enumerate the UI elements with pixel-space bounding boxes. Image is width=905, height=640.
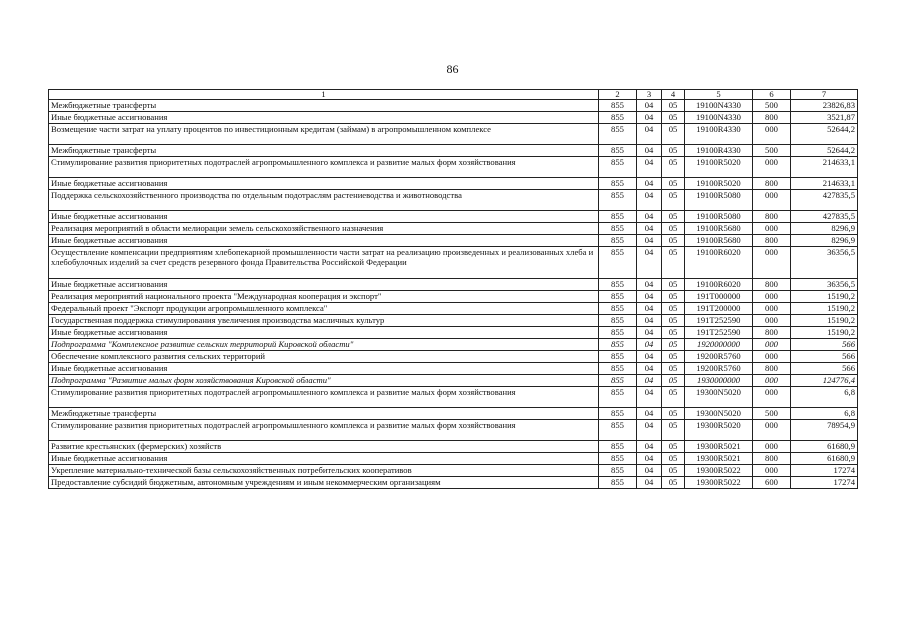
section-code-cell: 04 — [637, 279, 662, 291]
grbs-code-cell: 855 — [599, 351, 637, 363]
amount-cell: 8296,9 — [791, 235, 858, 247]
row-name-cell: Стимулирование развития приоритетных подотраслей агропромышленного комплекса и развитие малых форм хозяйствования — [49, 420, 599, 441]
amount-cell: 15190,2 — [791, 315, 858, 327]
row-name-cell: Осуществление компенсации предприятиям хлебопекарной промышленности части затрат на реализацию произведенных и реализованных хлеба и хлебобулочных изделий за счет средств резервного фонда Правительства Российской Федерации — [49, 247, 599, 279]
table-row — [49, 363, 858, 375]
target-article-cell: 19100R5020 — [685, 178, 753, 190]
row-name-cell: Иные бюджетные ассигнования — [49, 453, 599, 465]
section-code-cell: 04 — [637, 235, 662, 247]
section-code-cell: 04 — [637, 178, 662, 190]
row-name-cell: Иные бюджетные ассигнования — [49, 178, 599, 190]
table-row — [49, 190, 858, 211]
section-code-cell: 04 — [637, 124, 662, 145]
amount-cell: 8296,9 — [791, 223, 858, 235]
row-name-cell: Иные бюджетные ассигнования — [49, 327, 599, 339]
target-article-cell: 19100R4330 — [685, 124, 753, 145]
amount-cell: 17274 — [791, 465, 858, 477]
target-article-cell: 19300N5020 — [685, 387, 753, 408]
amount-cell: 52644,2 — [791, 145, 858, 157]
grbs-code-cell: 855 — [599, 178, 637, 190]
amount-cell: 214633,1 — [791, 178, 858, 190]
subsection-code-cell: 05 — [662, 112, 685, 124]
subsection-code-cell: 05 — [662, 145, 685, 157]
expense-type-cell: 800 — [753, 178, 791, 190]
grbs-code-cell: 855 — [599, 247, 637, 279]
row-name-cell: Федеральный проект "Экспорт продукции агропромышленного комплекса" — [49, 303, 599, 315]
header-cell: 6 — [753, 90, 791, 100]
table-row — [49, 477, 858, 489]
section-code-cell: 04 — [637, 100, 662, 112]
header-cell: 4 — [662, 90, 685, 100]
expense-type-cell: 000 — [753, 420, 791, 441]
grbs-code-cell: 855 — [599, 223, 637, 235]
row-name-cell: Подпрограмма "Развитие малых форм хозяйствования Кировской области" — [49, 375, 599, 387]
row-name-cell: Поддержка сельскохозяйственного производства по отдельным подотраслям растениеводства и животноводства — [49, 190, 599, 211]
row-name-cell: Иные бюджетные ассигнования — [49, 235, 599, 247]
grbs-code-cell: 855 — [599, 375, 637, 387]
subsection-code-cell: 05 — [662, 315, 685, 327]
subsection-code-cell: 05 — [662, 223, 685, 235]
grbs-code-cell: 855 — [599, 124, 637, 145]
expense-type-cell: 800 — [753, 112, 791, 124]
expense-type-cell: 800 — [753, 327, 791, 339]
subsection-code-cell: 05 — [662, 178, 685, 190]
section-code-cell: 04 — [637, 408, 662, 420]
amount-cell: 566 — [791, 363, 858, 375]
expense-type-cell: 000 — [753, 124, 791, 145]
table-row — [49, 112, 858, 124]
grbs-code-cell: 855 — [599, 420, 637, 441]
row-name-cell: Предоставление субсидий бюджетным, автономным учреждениям и иным некоммерческим организациям — [49, 477, 599, 489]
subsection-code-cell: 05 — [662, 190, 685, 211]
subsection-code-cell: 05 — [662, 303, 685, 315]
target-article-cell: 191T252590 — [685, 327, 753, 339]
subsection-code-cell: 05 — [662, 363, 685, 375]
target-article-cell: 19300R5022 — [685, 477, 753, 489]
section-code-cell: 04 — [637, 339, 662, 351]
amount-cell: 214633,1 — [791, 157, 858, 178]
table-row — [49, 291, 858, 303]
grbs-code-cell: 855 — [599, 339, 637, 351]
expense-type-cell: 000 — [753, 465, 791, 477]
target-article-cell: 19100R6020 — [685, 247, 753, 279]
header-row — [49, 90, 858, 100]
amount-cell: 15190,2 — [791, 291, 858, 303]
section-code-cell: 04 — [637, 387, 662, 408]
header-cell: 2 — [599, 90, 637, 100]
table-row — [49, 453, 858, 465]
expense-type-cell: 800 — [753, 211, 791, 223]
subsection-code-cell: 05 — [662, 211, 685, 223]
amount-cell: 427835,5 — [791, 190, 858, 211]
target-article-cell: 19100R6020 — [685, 279, 753, 291]
target-article-cell: 191T200000 — [685, 303, 753, 315]
grbs-code-cell: 855 — [599, 211, 637, 223]
subsection-code-cell: 05 — [662, 351, 685, 363]
expense-type-cell: 000 — [753, 387, 791, 408]
amount-cell: 61680,9 — [791, 453, 858, 465]
row-name-cell: Реализация мероприятий в области мелиорации земель сельскохозяйственного назначения — [49, 223, 599, 235]
subsection-code-cell: 05 — [662, 441, 685, 453]
subsection-code-cell: 05 — [662, 291, 685, 303]
target-article-cell: 19200R5760 — [685, 351, 753, 363]
amount-cell: 61680,9 — [791, 441, 858, 453]
expense-type-cell: 800 — [753, 235, 791, 247]
subsection-code-cell: 05 — [662, 339, 685, 351]
subsection-code-cell: 05 — [662, 124, 685, 145]
section-code-cell: 04 — [637, 303, 662, 315]
row-name-cell: Межбюджетные трансферты — [49, 408, 599, 420]
amount-cell: 36356,5 — [791, 279, 858, 291]
row-name-cell: Обеспечение комплексного развития сельских территорий — [49, 351, 599, 363]
target-article-cell: 19300R5021 — [685, 453, 753, 465]
expense-type-cell: 500 — [753, 145, 791, 157]
target-article-cell: 191T000000 — [685, 291, 753, 303]
table-row — [49, 157, 858, 178]
target-article-cell: 19300N5020 — [685, 408, 753, 420]
section-code-cell: 04 — [637, 145, 662, 157]
table-row — [49, 247, 858, 279]
expense-type-cell: 000 — [753, 441, 791, 453]
table-row — [49, 408, 858, 420]
grbs-code-cell: 855 — [599, 100, 637, 112]
grbs-code-cell: 855 — [599, 190, 637, 211]
section-code-cell: 04 — [637, 465, 662, 477]
grbs-code-cell: 855 — [599, 291, 637, 303]
table-row — [49, 100, 858, 112]
grbs-code-cell: 855 — [599, 408, 637, 420]
row-name-cell: Иные бюджетные ассигнования — [49, 279, 599, 291]
subsection-code-cell: 05 — [662, 408, 685, 420]
row-name-cell: Развитие крестьянских (фермерских) хозяйств — [49, 441, 599, 453]
grbs-code-cell: 855 — [599, 387, 637, 408]
row-name-cell: Возмещение части затрат на уплату процентов по инвестиционным кредитам (займам) в агропромышленном комплексе — [49, 124, 599, 145]
table-row — [49, 178, 858, 190]
amount-cell: 15190,2 — [791, 303, 858, 315]
subsection-code-cell: 05 — [662, 327, 685, 339]
table-row — [49, 211, 858, 223]
subsection-code-cell: 05 — [662, 157, 685, 178]
subsection-code-cell: 05 — [662, 247, 685, 279]
amount-cell: 3521,87 — [791, 112, 858, 124]
target-article-cell: 19100R5680 — [685, 235, 753, 247]
target-article-cell: 19100R5680 — [685, 223, 753, 235]
row-name-cell: Иные бюджетные ассигнования — [49, 112, 599, 124]
table-row — [49, 315, 858, 327]
grbs-code-cell: 855 — [599, 363, 637, 375]
subsection-code-cell: 05 — [662, 375, 685, 387]
subsection-code-cell: 05 — [662, 465, 685, 477]
amount-cell: 23826,83 — [791, 100, 858, 112]
section-code-cell: 04 — [637, 477, 662, 489]
grbs-code-cell: 855 — [599, 465, 637, 477]
section-code-cell: 04 — [637, 291, 662, 303]
expense-type-cell: 000 — [753, 190, 791, 211]
amount-cell: 566 — [791, 351, 858, 363]
amount-cell: 6,8 — [791, 408, 858, 420]
amount-cell: 36356,5 — [791, 247, 858, 279]
grbs-code-cell: 855 — [599, 453, 637, 465]
target-article-cell: 19100R5080 — [685, 190, 753, 211]
section-code-cell: 04 — [637, 363, 662, 375]
grbs-code-cell: 855 — [599, 157, 637, 178]
grbs-code-cell: 855 — [599, 235, 637, 247]
subsection-code-cell: 05 — [662, 420, 685, 441]
section-code-cell: 04 — [637, 420, 662, 441]
table-row — [49, 465, 858, 477]
table-row — [49, 375, 858, 387]
row-name-cell: Укрепление материально-технической базы сельскохозяйственных потребительских кооперативов — [49, 465, 599, 477]
target-article-cell: 1920000000 — [685, 339, 753, 351]
expense-type-cell: 500 — [753, 100, 791, 112]
grbs-code-cell: 855 — [599, 327, 637, 339]
amount-cell: 124776,4 — [791, 375, 858, 387]
section-code-cell: 04 — [637, 453, 662, 465]
target-article-cell: 19200R5760 — [685, 363, 753, 375]
section-code-cell: 04 — [637, 441, 662, 453]
table-row — [49, 351, 858, 363]
header-cell: 7 — [791, 90, 858, 100]
target-article-cell: 19300R5022 — [685, 465, 753, 477]
target-article-cell: 19100N4330 — [685, 100, 753, 112]
section-code-cell: 04 — [637, 315, 662, 327]
grbs-code-cell: 855 — [599, 145, 637, 157]
expense-type-cell: 000 — [753, 375, 791, 387]
target-article-cell: 1930000000 — [685, 375, 753, 387]
row-name-cell: Стимулирование развития приоритетных подотраслей агропромышленного комплекса и развитие малых форм хозяйствования — [49, 387, 599, 408]
budget-table — [48, 89, 858, 489]
grbs-code-cell: 855 — [599, 112, 637, 124]
expense-type-cell: 000 — [753, 303, 791, 315]
table-row — [49, 303, 858, 315]
row-name-cell: Иные бюджетные ассигнования — [49, 363, 599, 375]
amount-cell: 15190,2 — [791, 327, 858, 339]
subsection-code-cell: 05 — [662, 279, 685, 291]
expense-type-cell: 800 — [753, 453, 791, 465]
row-name-cell: Иные бюджетные ассигнования — [49, 211, 599, 223]
grbs-code-cell: 855 — [599, 477, 637, 489]
section-code-cell: 04 — [637, 190, 662, 211]
amount-cell: 427835,5 — [791, 211, 858, 223]
amount-cell: 52644,2 — [791, 124, 858, 145]
page-number: 86 — [446, 62, 459, 76]
target-article-cell: 19300R5020 — [685, 420, 753, 441]
expense-type-cell: 800 — [753, 363, 791, 375]
section-code-cell: 04 — [637, 375, 662, 387]
table-row — [49, 145, 858, 157]
header-cell: 3 — [637, 90, 662, 100]
header-cell: 1 — [49, 90, 599, 100]
subsection-code-cell: 05 — [662, 235, 685, 247]
subsection-code-cell: 05 — [662, 387, 685, 408]
amount-cell: 6,8 — [791, 387, 858, 408]
section-code-cell: 04 — [637, 112, 662, 124]
expense-type-cell: 000 — [753, 339, 791, 351]
row-name-cell: Межбюджетные трансферты — [49, 145, 599, 157]
expense-type-cell: 500 — [753, 408, 791, 420]
row-name-cell: Государственная поддержка стимулирования увеличения производства масличных культур — [49, 315, 599, 327]
table-row — [49, 441, 858, 453]
target-article-cell: 19100R4330 — [685, 145, 753, 157]
expense-type-cell: 000 — [753, 351, 791, 363]
expense-type-cell: 600 — [753, 477, 791, 489]
subsection-code-cell: 05 — [662, 477, 685, 489]
section-code-cell: 04 — [637, 351, 662, 363]
grbs-code-cell: 855 — [599, 279, 637, 291]
table-row — [49, 223, 858, 235]
table-row — [49, 339, 858, 351]
row-name-cell: Подпрограмма "Комплексное развитие сельских территорий Кировской области" — [49, 339, 599, 351]
target-article-cell: 19100R5080 — [685, 211, 753, 223]
expense-type-cell: 000 — [753, 291, 791, 303]
target-article-cell: 191T252590 — [685, 315, 753, 327]
table-row — [49, 327, 858, 339]
table-row — [49, 420, 858, 441]
row-name-cell: Межбюджетные трансферты — [49, 100, 599, 112]
expense-type-cell: 000 — [753, 223, 791, 235]
expense-type-cell: 800 — [753, 279, 791, 291]
subsection-code-cell: 05 — [662, 100, 685, 112]
target-article-cell: 19300R5021 — [685, 441, 753, 453]
table-row — [49, 387, 858, 408]
expense-type-cell: 000 — [753, 157, 791, 178]
header-cell: 5 — [685, 90, 753, 100]
expense-type-cell: 000 — [753, 247, 791, 279]
section-code-cell: 04 — [637, 157, 662, 178]
table-row — [49, 279, 858, 291]
expense-type-cell: 000 — [753, 315, 791, 327]
table-row — [49, 235, 858, 247]
target-article-cell: 19100N4330 — [685, 112, 753, 124]
amount-cell: 78954,9 — [791, 420, 858, 441]
amount-cell: 566 — [791, 339, 858, 351]
row-name-cell: Реализация мероприятий национального проекта "Международная кооперация и экспорт" — [49, 291, 599, 303]
grbs-code-cell: 855 — [599, 303, 637, 315]
section-code-cell: 04 — [637, 247, 662, 279]
section-code-cell: 04 — [637, 211, 662, 223]
amount-cell: 17274 — [791, 477, 858, 489]
grbs-code-cell: 855 — [599, 441, 637, 453]
section-code-cell: 04 — [637, 223, 662, 235]
target-article-cell: 19100R5020 — [685, 157, 753, 178]
subsection-code-cell: 05 — [662, 453, 685, 465]
row-name-cell: Стимулирование развития приоритетных подотраслей агропромышленного комплекса и развитие малых форм хозяйствования — [49, 157, 599, 178]
section-code-cell: 04 — [637, 327, 662, 339]
grbs-code-cell: 855 — [599, 315, 637, 327]
table-row — [49, 124, 858, 145]
